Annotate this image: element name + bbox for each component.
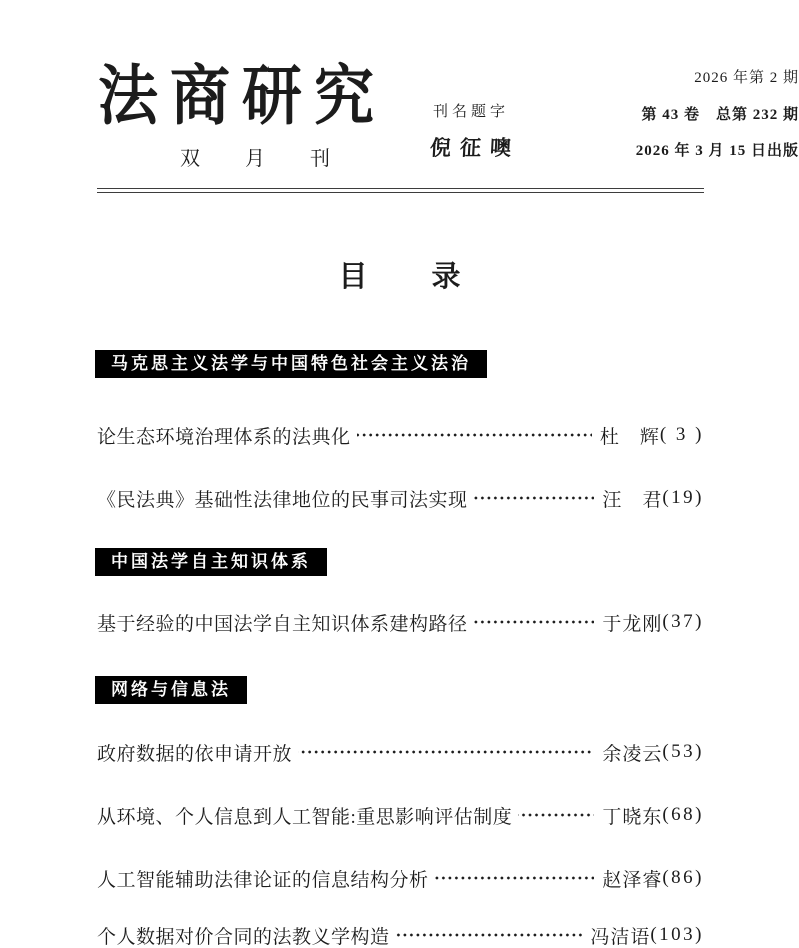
- article-page-number: (68): [662, 804, 704, 825]
- issue-number: 2026 年第 2 期: [694, 70, 799, 86]
- toc-entry: [97, 422, 704, 448]
- article-page-number: (86): [662, 867, 704, 888]
- dot-leader: [474, 485, 595, 511]
- article-title: 论生态环境治理体系的法典化: [97, 426, 351, 448]
- publish-date: 2026 年 3 月 15 日出版: [635, 143, 799, 159]
- article-title: 政府数据的依申请开放: [97, 743, 293, 765]
- article-title: 个人数据对价合同的法教义学构造: [97, 926, 390, 948]
- section-header-cyber-information-law: 网络与信息法: [95, 676, 247, 704]
- article-page-number: ( 3 ): [659, 424, 704, 445]
- article-author: 于龙刚: [602, 613, 663, 635]
- toc-entry: [97, 739, 704, 765]
- dot-leader: [435, 865, 595, 891]
- article-page-number: (103): [650, 924, 704, 945]
- dot-leader: [298, 739, 594, 765]
- article-page-number: (19): [662, 487, 704, 508]
- article-author: 冯洁语: [590, 926, 651, 948]
- article-author: 丁晓东: [602, 806, 663, 828]
- article-author: 余凌云: [602, 743, 663, 765]
- article-author: 赵泽睿: [602, 869, 663, 891]
- dot-leader: [396, 922, 583, 948]
- volume-number: 第 43 卷 总第 232 期: [641, 107, 799, 123]
- toc-entry: [97, 485, 704, 511]
- dot-leader: [357, 422, 592, 448]
- toc-entry: [97, 865, 704, 891]
- article-title: 基于经验的中国法学自主知识体系建构路径: [97, 613, 468, 635]
- inscription-label: 刊名题字: [433, 104, 510, 120]
- section-header-marxist-law: 马克思主义法学与中国特色社会主义法治: [95, 350, 487, 378]
- dot-leader: [474, 609, 595, 635]
- toc-entry: [97, 922, 704, 948]
- article-title: 人工智能辅助法律论证的信息结构分析: [97, 869, 429, 891]
- article-page-number: (37): [662, 611, 704, 632]
- article-page-number: (53): [662, 741, 704, 762]
- article-title: 从环境、个人信息到人工智能:重思影响评估制度: [97, 806, 513, 828]
- header-divider-rule: [97, 188, 704, 193]
- inscription-signature: 倪征噢: [429, 136, 521, 160]
- toc-entry: [97, 609, 704, 635]
- section-header-chinese-legal-knowledge: 中国法学自主知识体系: [95, 548, 327, 576]
- journal-title-calligraphy: 法商研究: [98, 60, 386, 133]
- article-author: 汪 君: [602, 489, 663, 511]
- article-author: 杜 辉: [599, 426, 660, 448]
- toc-heading: 目 录: [338, 261, 463, 293]
- dot-leader: [518, 802, 594, 828]
- frequency-label: 双 月 刊: [180, 148, 350, 170]
- toc-entry: [97, 802, 704, 828]
- article-title: 《民法典》基础性法律地位的民事司法实现: [97, 489, 468, 511]
